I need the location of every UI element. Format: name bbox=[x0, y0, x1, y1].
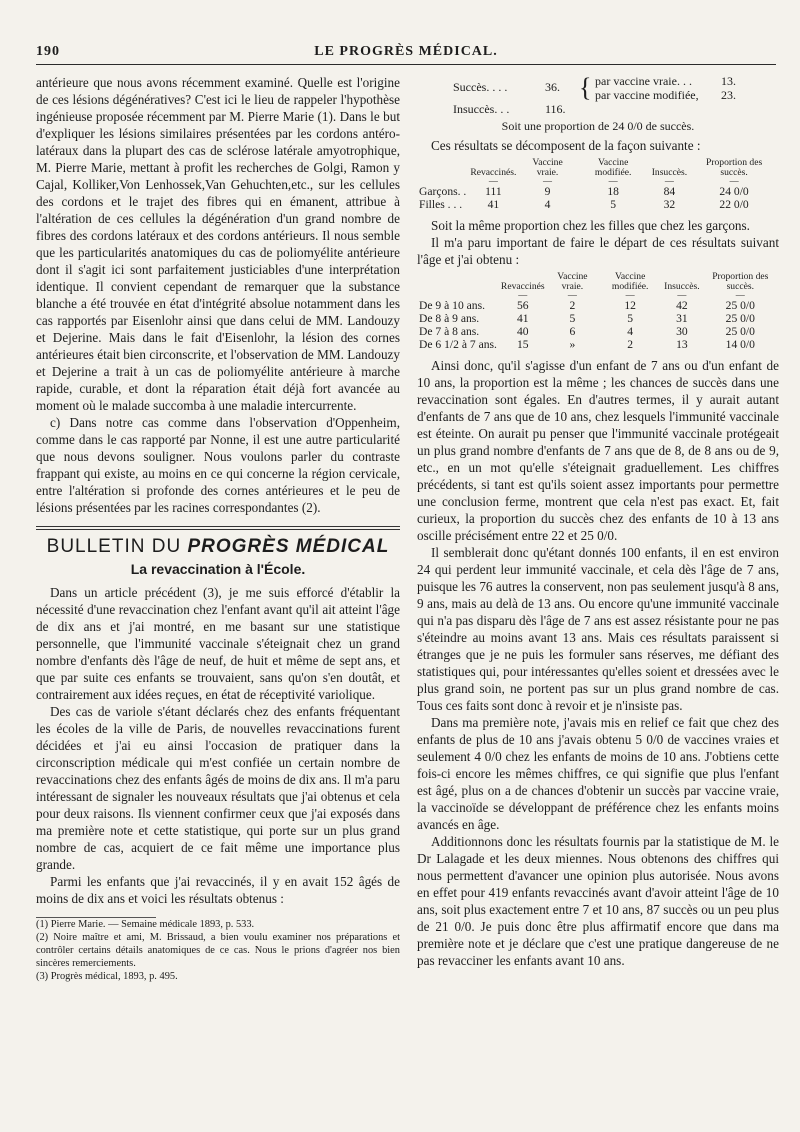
table-cell: 5 bbox=[610, 198, 617, 211]
table-cell: 111 bbox=[485, 185, 502, 198]
table-header bbox=[417, 272, 499, 292]
paragraph: Il semblerait donc qu'étant donnés 100 enfants, il en est environ 24 qui perdent leur immunité vaccinale, et cela dès l'âge de 7 ans, puisque les 76 autres la conservent, non pas seulement jusqu'à 8 ans, 9 ans, mais au delà de 13 ans. Ou encore qu'une immunité vaccinale qui n'a pas disparu dès l'âge de 7 ans est assez résistante pour ne pas s'éteindre au moins avant 13 ans. Mais ces résultats paraissent si étranges que je ne puis les formuler sans réserves, me défiant des statistiques qui, pour intéressantes qu'elles soient et dressées avec le plus grand soin, ne portent pas sur un plus grand nombre de cas. Tous ces faits sont donc à revoir et je n'insiste pas. bbox=[417, 545, 779, 713]
article-title: La revaccination à l'École. bbox=[130, 561, 306, 577]
modifiee-value: 23. bbox=[721, 88, 736, 102]
paragraph: antérieure que nous avons récemment examiné. Quelle est l'origine de ces lésions dégénératives? C'est ici le lieu de rappeler l'hypothèse ingénieuse proposée récemment par M. Pierre Marie (1). Dans le but d'expliquer les lésions similaires présentées par les cordons antéro-latéraux dans la plupart des cas de sclérose latérale amyotrophique, M. Pierre Marie, mettant à profit les recherches de Golgi, Ramon y Cajal, Kolliker,Von Lenhossek,Van Gehuchten,etc., sur les cellules des cordons et le trajet des fibres qui en émanent, attribue à l'altération de ces cellules la dégénération d'un grand nombre de fibres des cordons latéraux et des cordons antérieurs. Il nous semble que les particularités anatomiques du cas de poliomyélite antérieure dont il s'agit ici sont parfaitement justiciables d'une interprétation identique. Il convient cependant de remarquer que la substance blanche a été trouvée en état d'intégrité absolue notamment dans les cas rapportés par Eisenlohr ainsi que dans celui de MM. Landouzy et Dejerine. Mais dans le fait d'Eisenlohr, la lésion des cornes antérieures était bien circonscrite, et l'observation de MM. Landouzy et Dejerine a trait à un cas de poliomyélite antérieure à marche rapide, curable, et dont la réparation était déjà fort avancée au moment où le malade succomba à une maladie intercurrente. bbox=[36, 75, 400, 413]
table-header: Insuccès. bbox=[664, 281, 700, 292]
succes-label: Succès. . . . bbox=[453, 80, 508, 94]
table-header: Revaccinés. bbox=[470, 167, 517, 178]
table-cell: Filles . . . bbox=[419, 198, 463, 211]
table-cell: 30 bbox=[676, 325, 688, 338]
table-cell: 5 bbox=[569, 312, 576, 325]
insucces-value: 116. bbox=[545, 102, 566, 116]
table-cell: 2 bbox=[627, 338, 634, 351]
table-header: Proportion des succès. bbox=[705, 157, 763, 178]
table-cell: 42 bbox=[676, 299, 688, 312]
table-header: Vaccine vraie. bbox=[557, 271, 588, 292]
table-cell: 84 bbox=[663, 185, 676, 198]
footnote: (1) Pierre Marie. — Semaine médicale 1893, p. 533. bbox=[36, 919, 255, 930]
table-header: Vaccine vraie. bbox=[532, 157, 563, 178]
brace-glyph: { bbox=[579, 73, 592, 102]
section-heading bbox=[36, 538, 400, 555]
journal-title: LE PROGRÈS MÉDICAL. bbox=[314, 44, 498, 59]
table-cell: 40 bbox=[516, 325, 529, 338]
table-row bbox=[417, 312, 779, 325]
insucces-label: Insuccès. . . bbox=[453, 102, 510, 116]
footnote: (2) Noire maître et ami, M. Brissaud, a bien voulu examiner nos préparations et contrôler certains détails anatomiques de ce cas. Nous le prions d'agréer nos bien sincères remerciements. bbox=[36, 932, 400, 969]
table-header: Proportion des succès. bbox=[712, 271, 769, 292]
table-cell: 56 bbox=[516, 299, 529, 312]
paragraph: Il m'a paru important de faire le départ de ces résultats suivant l'âge et j'ai obtenu : bbox=[417, 235, 779, 267]
table-rule: — — — — — bbox=[518, 290, 745, 300]
results-by-sex-table bbox=[417, 158, 779, 211]
paragraph: Ainsi donc, qu'il s'agisse d'un enfant de 7 ans ou d'un enfant de 10 ans, la proportion est la même ; les chances de succès dans une revaccination sont égales. En d'autres termes, il y aurait autant d'enfants de 7 ans que de 10 ans, chez lesquels l'immunité vaccinale est éteinte. On aurait pu penser que l'immunité vaccinale protégeait un plus grand nombre d'enfants de 7 ans que de 8, de 8 ans ou de 9, etc., en un mot qu'elle s'éteignait graduellement. Les chiffres précédents, si tant est qu'ils soient assez importants pour permettre une conclusion ferme, montrent que cela n'est pas exact. Et, fait curieux, la proportion du succès chez des enfants de 10 à 13 ans oscille précisément entre 22 et 25 0/0. bbox=[417, 358, 779, 543]
table-cell: 25 0/0 bbox=[725, 325, 755, 338]
table-cell: 25 0/0 bbox=[725, 312, 755, 325]
table-header: Insuccès. bbox=[651, 167, 688, 178]
proportion-line: Soit une proportion de 24 0/0 de succès. bbox=[501, 119, 695, 133]
paragraph: Soit la même proportion chez les filles que chez les garçons. bbox=[431, 218, 750, 233]
table-cell: 31 bbox=[676, 312, 688, 325]
vraie-label: par vaccine vraie. . . bbox=[595, 74, 692, 88]
succes-value: 36. bbox=[545, 80, 560, 94]
vraie-value: 13. bbox=[721, 74, 736, 88]
table-cell: 24 0/0 bbox=[719, 185, 749, 198]
table-rule: — — — — — bbox=[488, 176, 739, 186]
table-cell: 25 0/0 bbox=[725, 299, 755, 312]
bulletin-prefix: BULLETIN DU bbox=[46, 536, 182, 557]
table-cell: 41 bbox=[516, 312, 529, 325]
results-by-age-table bbox=[417, 272, 779, 351]
paragraph: c) Dans notre cas comme dans l'observation d'Oppenheim, comme dans le cas rapporté par Nonne, il est une autre particularité que nous devons souligner. Nous voulons parler du contraste frappant qui existe, au moins en ce qui concerne la région cervicale, entre l'altération si profonde des cornes antérieures et le peu de lésions présentées par les racines correspondantes (2). bbox=[36, 415, 400, 515]
modifiee-label: par vaccine modifiée, bbox=[595, 88, 699, 102]
left-column bbox=[36, 74, 400, 983]
table-cell: 41 bbox=[487, 198, 500, 211]
table-row bbox=[417, 185, 779, 198]
table-row bbox=[417, 198, 779, 211]
table-cell: 4 bbox=[544, 198, 551, 211]
running-header bbox=[36, 40, 776, 65]
table-cell: 15 bbox=[516, 338, 529, 351]
table-header: Revaccinés bbox=[500, 281, 545, 292]
table-cell: 18 bbox=[607, 185, 619, 198]
paragraph: Additionnons donc les résultats fournis par la statistique de M. le Dr Lalagade et les deux miennes. Nous obtenons des chiffres qui nous permettent d'avancer une opinion plus autorisée. Nous avons en effet pour 419 enfants revaccinés avant d'avoir atteint l'âge de 10 ans, soit plus exactement entre 7 et 10 ans, 87 succès ou un peu plus de 21 0/0. Je puis donc être plus affirmatif encore que dans ma première note et je déclare que c'est une pratique dangereuse de ne pas revacciner les enfants avant 10 ans. bbox=[417, 834, 779, 968]
table-row bbox=[417, 299, 779, 312]
paragraph: Des cas de variole s'étant déclarés chez des enfants fréquentant les écoles de la ville de Paris, de nouvelles revaccinations furent décidées et j'ai eu ainsi l'occasion de pratiquer dans la circonscription médicale qui m'est confiée un certain nombre de revaccinations chez des enfants âgés de moins de dix ans. Il m'a paru intéressant de signaler les nouveaux résultats que j'ai obtenus et cela pour deux raisons. Ils viennent confirmer ceux que j'ai exposés dans ma première note et cette statistique, qui porte sur un plus grand nombre de cas, acquiert de ce fait même une importance plus grande. bbox=[36, 704, 400, 872]
results-summary bbox=[417, 74, 779, 118]
table-cell: » bbox=[569, 338, 576, 351]
paragraph: Parmi les enfants que j'ai revaccinés, il y en avait 152 âgés de moins de dix ans et voici les résultats obtenus : bbox=[36, 874, 400, 906]
bulletin-journal-name: PROGRÈS MÉDICAL bbox=[187, 536, 390, 557]
paragraph: Dans un article précédent (3), je me suis efforcé d'établir la nécessité d'une revaccination chez l'enfant avant qu'il ait atteint l'âge de dix ans et j'ai montré, en me basant sur une statistique personnelle, que l'immunité vaccinale s'éteignait chez un grand nombre d'enfants dès l'âge de neuf, de huit et même de sept ans, et que par suite ces enfants se trouvaient, sans qu'on s'en doutât, et contrairement aux idées reçues, en état de réceptivité variolique. bbox=[36, 585, 400, 702]
table-cell: 32 bbox=[663, 198, 676, 211]
table-cell: De 9 à 10 ans. bbox=[419, 299, 486, 312]
table-cell: 9 bbox=[544, 185, 551, 198]
table-cell: De 6 1/2 à 7 ans. bbox=[419, 338, 497, 351]
table-header: Vaccine modifiée. bbox=[594, 157, 632, 178]
table-cell: 12 bbox=[624, 299, 636, 312]
table-header bbox=[417, 158, 468, 178]
table-cell: 14 0/0 bbox=[725, 338, 755, 351]
page-number: 190 bbox=[36, 44, 60, 59]
paragraph: Ces résultats se décomposent de la façon suivante : bbox=[431, 138, 701, 153]
table-cell: 6 bbox=[569, 325, 576, 338]
table-cell: De 7 à 8 ans. bbox=[419, 325, 480, 338]
table-row bbox=[417, 338, 779, 351]
table-cell: 22 0/0 bbox=[719, 198, 749, 211]
right-column bbox=[417, 74, 779, 969]
table-cell: 5 bbox=[627, 312, 634, 325]
table-cell: De 8 à 9 ans. bbox=[419, 312, 480, 325]
table-cell: 2 bbox=[569, 299, 576, 312]
footnote: (3) Progrès médical, 1893, p. 495. bbox=[36, 971, 178, 982]
table-row bbox=[417, 325, 779, 338]
paragraph: Dans ma première note, j'avais mis en relief ce fait que chez des enfants de plus de 10 ans j'avais obtenu 5 0/0 de vaccines vraies et seulement 4 0/0 chez les enfants de moins de 10 ans. J'obtiens cette fois-ci encore les mêmes chiffres, ce qui signifie que plus l'enfant est âgé, plus on a de chances d'obtenir un succès par vaccine vraie, la vaccinoïde se développant de préférence chez les enfants moins avancés en âge. bbox=[417, 715, 779, 832]
section-divider bbox=[36, 526, 400, 530]
table-cell: 4 bbox=[627, 325, 634, 338]
table-header: Vaccine modifiée. bbox=[611, 271, 649, 292]
table-cell: 13 bbox=[676, 338, 688, 351]
table-cell: Garçons. . bbox=[419, 185, 467, 198]
